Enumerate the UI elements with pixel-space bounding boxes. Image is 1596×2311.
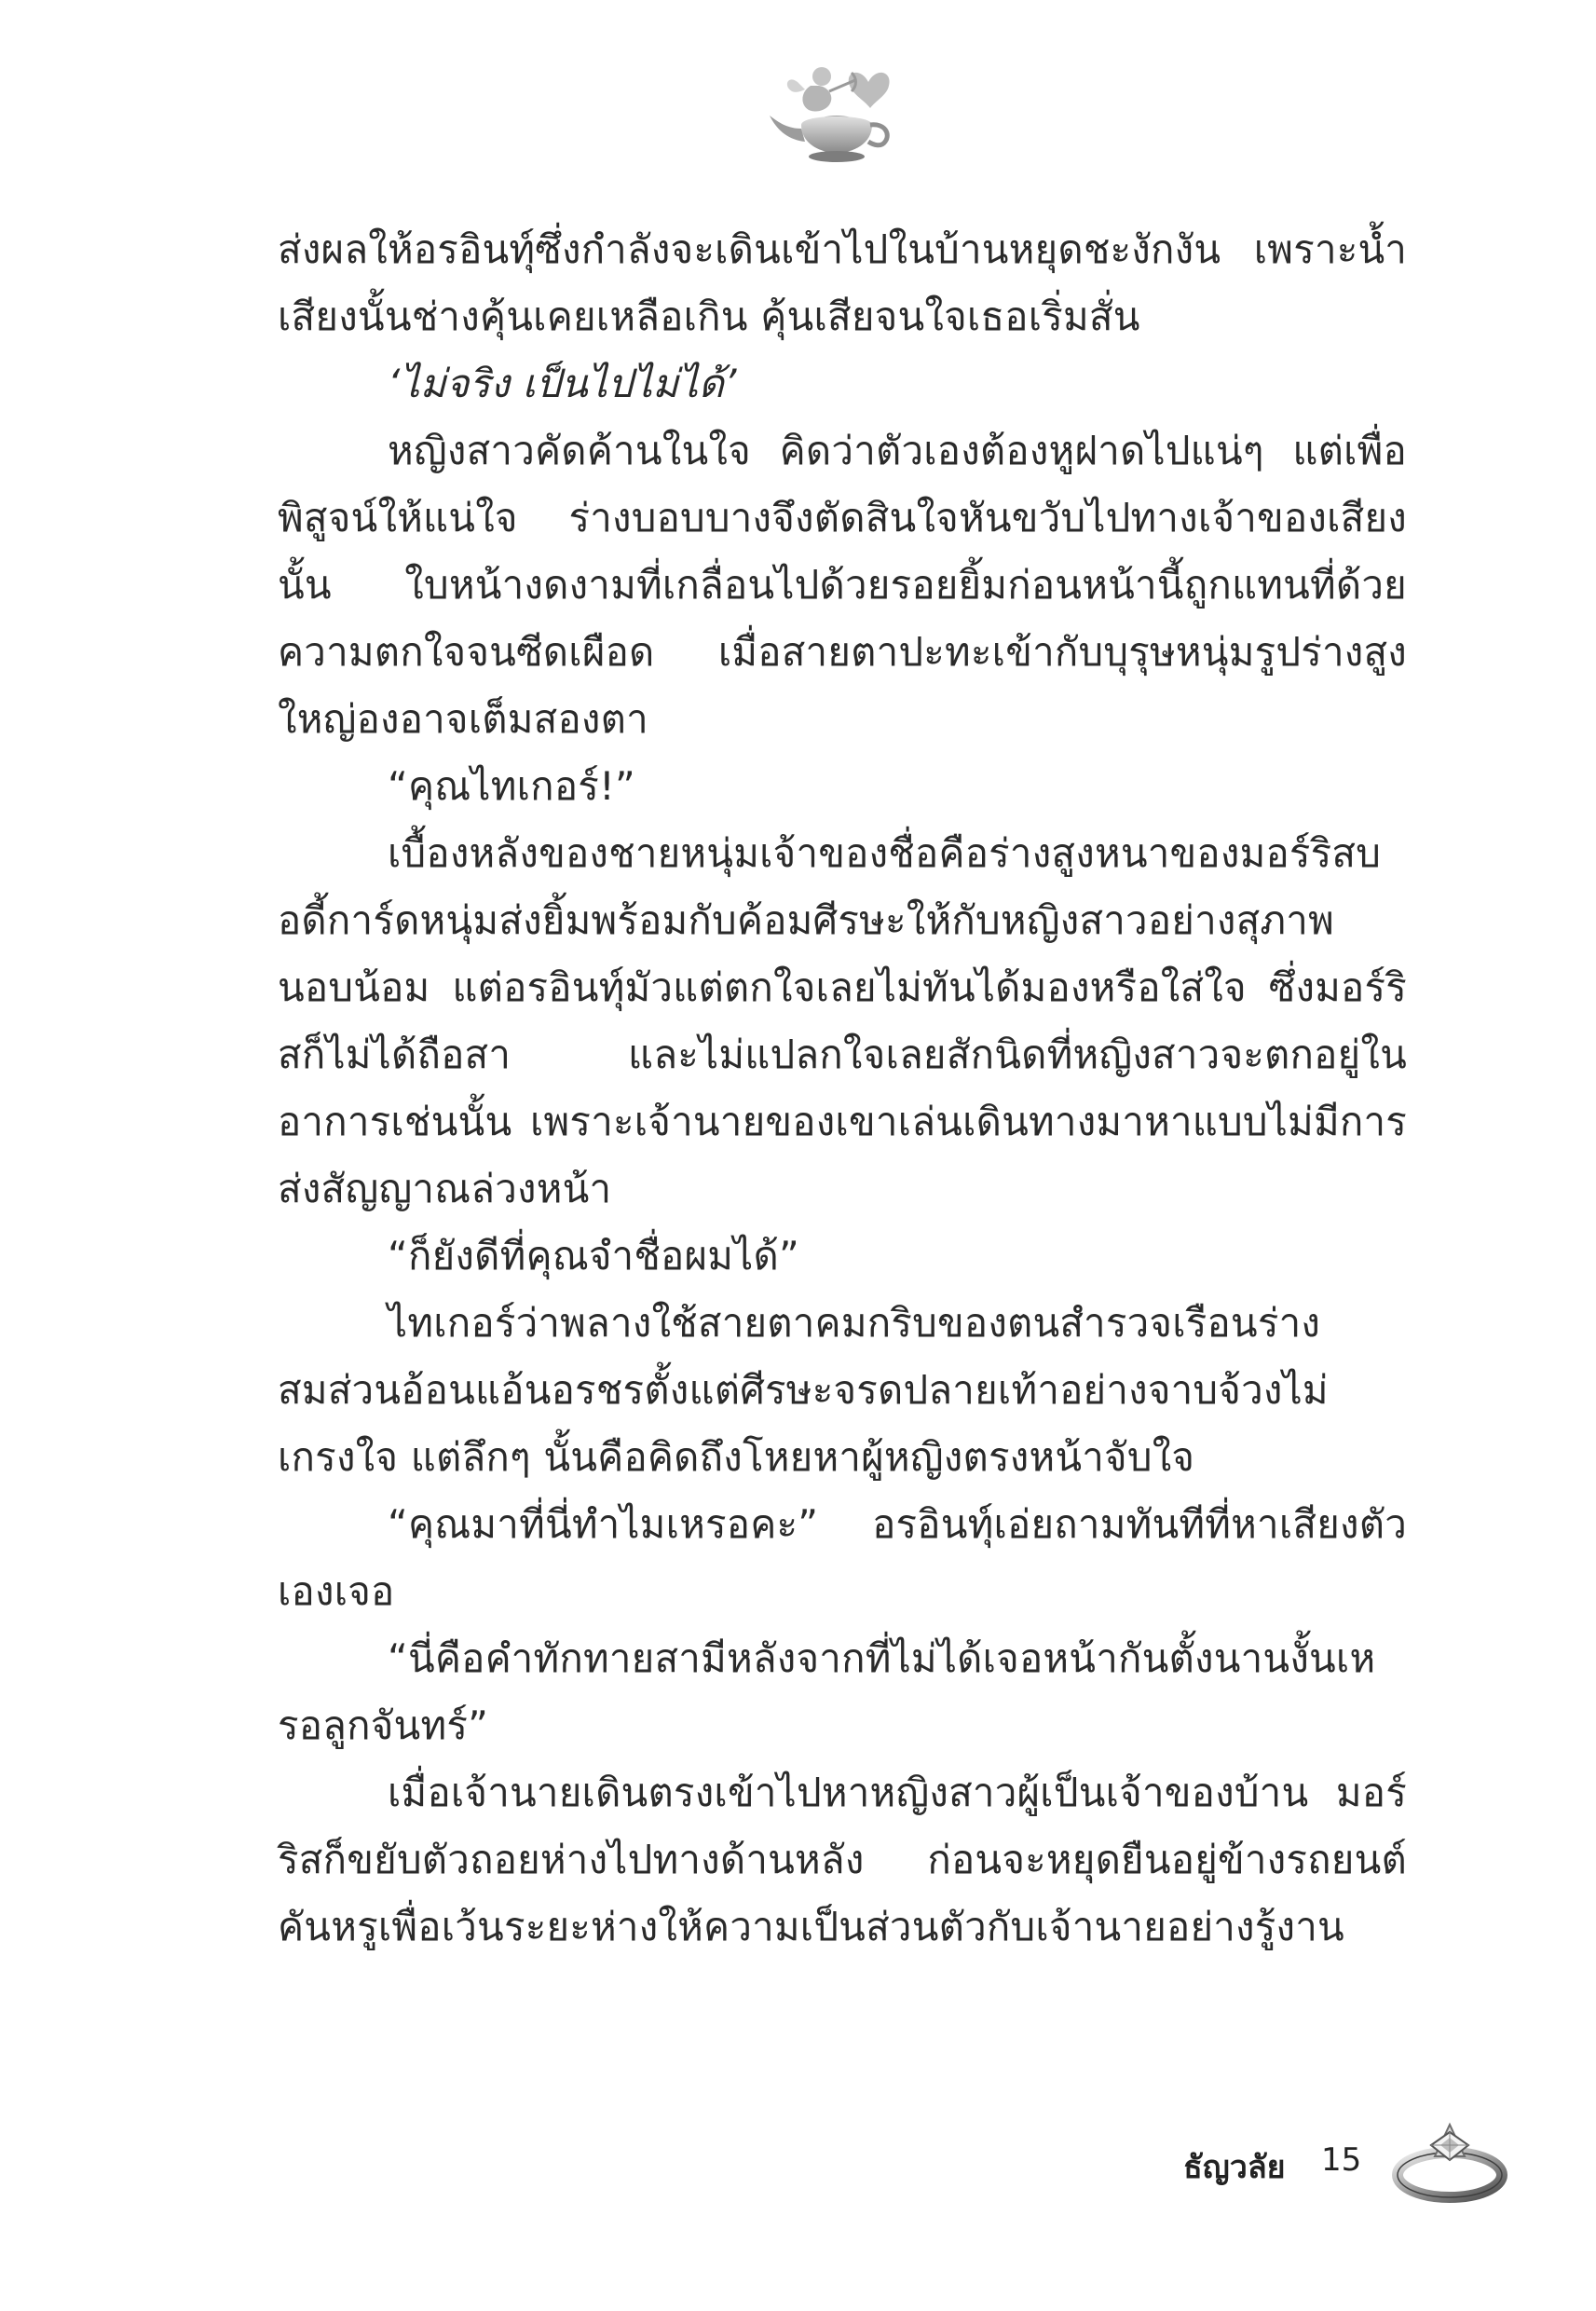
body-text bbox=[278, 216, 1407, 1961]
page-number: 15 bbox=[1321, 2141, 1362, 2179]
page-footer bbox=[1146, 2108, 1519, 2210]
paragraph: เบื้องหลังของชายหนุ่มเจ้าของชื่อคือร่างสูงหนาของมอร์ริสบอดี้การ์ดหนุ่มส่งยิ้มพร้อมกับค้อมศีรษะให้กับหญิงสาวอย่างสุภาพนอบน้อม แต่อรอินทุ์มัวแต่ตกใจเลยไม่ทันได้มองหรือใส่ใจ ซึ่งมอร์ริสก็ไม่ได้ถือสา และไม่แปลกใจเลยสักนิดที่หญิงสาวจะตกอยู่ในอาการเช่นนั้น เพราะเจ้านายของเขาเล่นเดินทางมาหาแบบไม่มีการส่งสัญญาณล่วงหน้า bbox=[278, 830, 1407, 1211]
paragraph: “คุณไทเกอร์!” bbox=[388, 763, 635, 809]
footer-author: ธัญวลัย bbox=[1183, 2149, 1286, 2186]
paragraph: “นี่คือคำทักทายสามีหลังจากที่ไม่ได้เจอหน้ากันตั้งนานงั้นเหรอลูกจันทร์” bbox=[278, 1635, 1376, 1748]
paragraph: ‘ไม่จริง เป็นไปไม่ได้’ bbox=[388, 361, 737, 406]
paragraph: เมื่อเจ้านายเดินตรงเข้าไปหาหญิงสาวผู้เป็นเจ้าของบ้าน มอร์ริสก็ขยับตัวถอยห่างไปทางด้านหลัง ก่อนจะหยุดยืนอยู่ข้างรถยนต์คันหรูเพื่อเว้นระยะห่างให้ความเป็นส่วนตัวกับเจ้านายอย่างรู้งาน bbox=[278, 1770, 1407, 1949]
paragraph: “ก็ยังดีที่คุณจำชื่อผมได้” bbox=[388, 1233, 799, 1279]
paragraph: ไทเกอร์ว่าพลางใช้สายตาคมกริบของตนสำรวจเรือนร่างสมส่วนอ้อนแอ้นอรชรตั้งแต่ศีรษะจรดปลายเท้าอย่างจาบจ้วงไม่เกรงใจ แต่ลึกๆ นั้นคือคิดถึงโหยหาผู้หญิงตรงหน้าจับใจ bbox=[278, 1300, 1329, 1480]
paragraph: หญิงสาวคัดค้านในใจ คิดว่าตัวเองต้องหูฝาดไปแน่ๆ แต่เพื่อพิสูจน์ให้แน่ใจ ร่างบอบบางจึงตัดสินใจหันขวับไปทางเจ้าของเสียงนั้น ใบหน้างดงามที่เกลื่อนไปด้วยรอยยิ้มก่อนหน้านี้ถูกแทนที่ด้วยความตกใจจนซีดเผือด เมื่อสายตาปะทะเข้ากับบุรุษหนุ่มรูปร่างสูงใหญ่องอาจเต็มสองตา bbox=[278, 428, 1407, 742]
diamond-ring-icon bbox=[1390, 2108, 1517, 2210]
paragraph: “คุณมาที่นี่ทำไมเหรอคะ” อรอินทุ์เอ่ยถามทันทีที่หาเสียงตัวเองเจอ bbox=[278, 1501, 1407, 1614]
cupid-teapot-ornament-icon bbox=[764, 54, 904, 171]
paragraph: ส่งผลให้อรอินทุ์ซึ่งกำลังจะเดินเข้าไปในบ้านหยุดชะงักงัน เพราะน้ำเสียงนั้นช่างคุ้นเคยเหลือเกิน คุ้นเสียจนใจเธอเริ่มสั่น bbox=[278, 226, 1407, 339]
